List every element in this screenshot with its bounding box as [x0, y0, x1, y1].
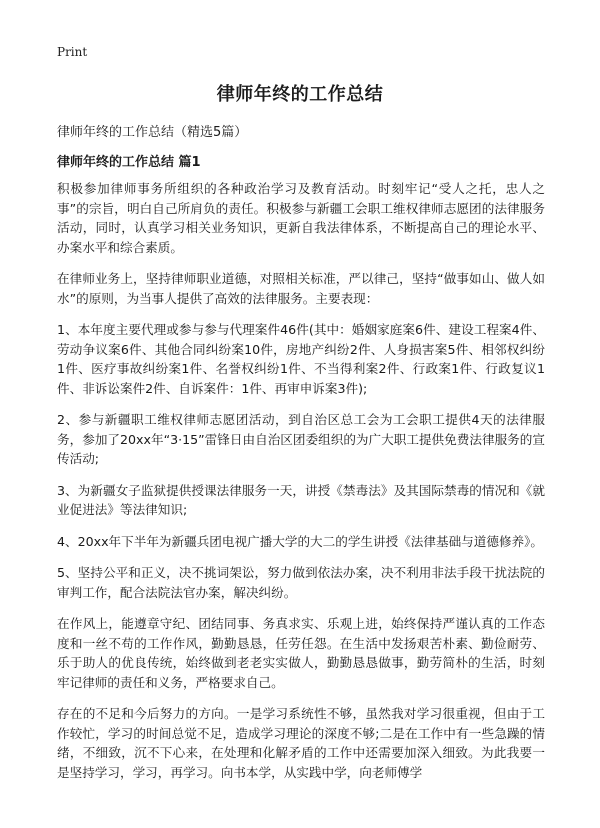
paragraph: 在律师业务上，坚持律师职业道德，对照相关标准，严以律己，坚持“做事如山、做人如水”的原则，为当事人提供了高效的法律服务。主要表现：	[57, 271, 545, 306]
document-title: 律师年终的工作总结	[216, 84, 384, 105]
paragraph: 5、坚持公平和正义，决不挑词架讼，努力做到依法办案，决不利用非法手段干扰法院的审判工作，配合法院法官办案，解决纠纷。	[57, 565, 545, 600]
print-label: Print	[57, 45, 88, 59]
paragraph: 在作风上，能遵章守纪、团结同事、务真求实、乐观上进，始终保持严谨认真的工作态度和一丝不苟的工作作风，勤勤恳恳，任劳任怨。在生活中发扬艰苦朴素、勤俭耐劳、乐于助人的优良传统，始终做到老老实实做人，勤勤恳恳做事，勤劳简朴的生活，时刻牢记律师的责任和义务，严格要求自己。	[57, 616, 545, 690]
document-body	[57, 179, 545, 794]
paragraph: 4、20xx年下半年为新疆兵团电视广播大学的大二的学生讲授《法律基础与道德修养》。	[57, 533, 544, 549]
paragraph: 1、本年度主要代理或参与参与代理案件46件(其中：婚姻家庭案6件、建设工程案4件、劳动争议案6件、其他合同纠纷案10件，房地产纠纷2件、人身损害案5件、相邻权纠纷1件、医疗事故纠纷案1件、名誉权纠纷1件、不当得利案2件、行政案1件、行政复议1件、非诉讼案件2件、自诉案件：1件、再审申诉案3件);	[57, 322, 545, 396]
paragraph: 2、参与新疆职工维权律师志愿团活动，到自治区总工会为工会职工提供4天的法律服务，参加了20xx年“3·15”雷锋日由自治区团委组织的为广大职工提供免费法律服务的宣传活动;	[57, 412, 545, 466]
paragraph: 积极参加律师事务所组织的各种政治学习及教育活动。时刻牢记“受人之托，忠人之事”的宗旨，明白自己所肩负的责任。积极参与新疆工会职工维权律师志愿团的法律服务活动，同时，认真学习相关业务知识，更新自我法律体系，不断提高自己的理论水平、办案水平和综合素质。	[57, 181, 545, 255]
paragraph: 3、为新疆女子监狱提供授课法律服务一天，讲授《禁毒法》及其国际禁毒的情况和《就业促进法》等法律知识;	[57, 482, 545, 517]
paragraph: 存在的不足和今后努力的方向。一是学习系统性不够，虽然我对学习很重视，但由于工作较忙，学习的时间总觉不足，造成学习理论的深度不够;二是在工作中有一些急躁的情绪，不细致，沉不下心来，在处理和化解矛盾的工作中还需要加深入细致。为此我要一是坚持学习，学习，再学习。向书本学，从实践中学，向老师傅学	[57, 706, 545, 780]
document-subtitle: 律师年终的工作总结（精选5篇）	[57, 125, 248, 140]
section-heading: 律师年终的工作总结 篇1	[57, 155, 201, 170]
